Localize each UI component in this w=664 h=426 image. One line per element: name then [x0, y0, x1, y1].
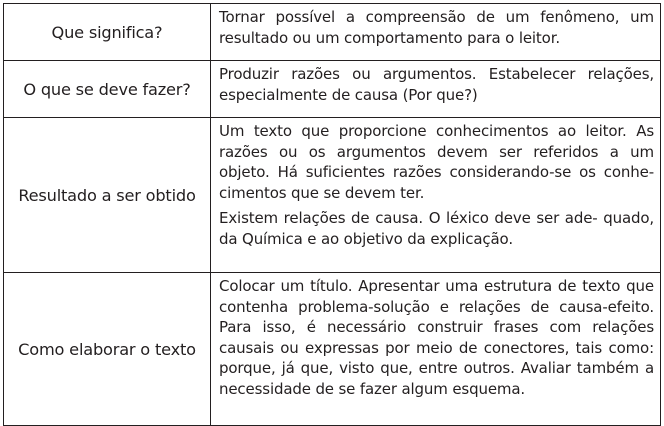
row-content [211, 4, 661, 61]
table-row [4, 273, 661, 426]
table-row [4, 118, 661, 273]
content-paragraph: Colocar um título. Apresentar uma estrutura de texto que contenha problema-solução e relações de causa-efeito. Para isso, é necessário construir frases com relações causais ou expressas por meio de conectores, tais como: porque, já que, visto que, entre outros. Avaliar também a necessidade de se fazer algum esquema. [219, 277, 654, 398]
content-paragraph: Produzir razões ou argumentos. Estabelecer relações, especialmente de causa (Por que?) [219, 65, 654, 104]
row-content [211, 118, 661, 273]
table-row [4, 4, 661, 61]
row-label: Como elaborar o texto [4, 273, 211, 426]
content-paragraph: Existem relações de causa. O léxico deve ser ade- quado, da Química e ao objetivo da explicação. [219, 209, 654, 248]
content-paragraph: Um texto que proporcione conhecimentos ao leitor. As razões ou os argumentos devem ser referidos a um objeto. Há suficientes razões considerando-se os conhe- cimentos que se devem ter. [219, 122, 654, 202]
row-label: Que significa? [4, 4, 211, 61]
row-label: O que se deve fazer? [4, 61, 211, 118]
row-label: Resultado a ser obtido [4, 118, 211, 273]
content-paragraph: Tornar possível a compreensão de um fenômeno, um resultado ou um comportamento para o leitor. [219, 8, 654, 47]
row-content [211, 273, 661, 426]
table-row [4, 61, 661, 118]
row-content [211, 61, 661, 118]
explanation-table [3, 3, 661, 426]
